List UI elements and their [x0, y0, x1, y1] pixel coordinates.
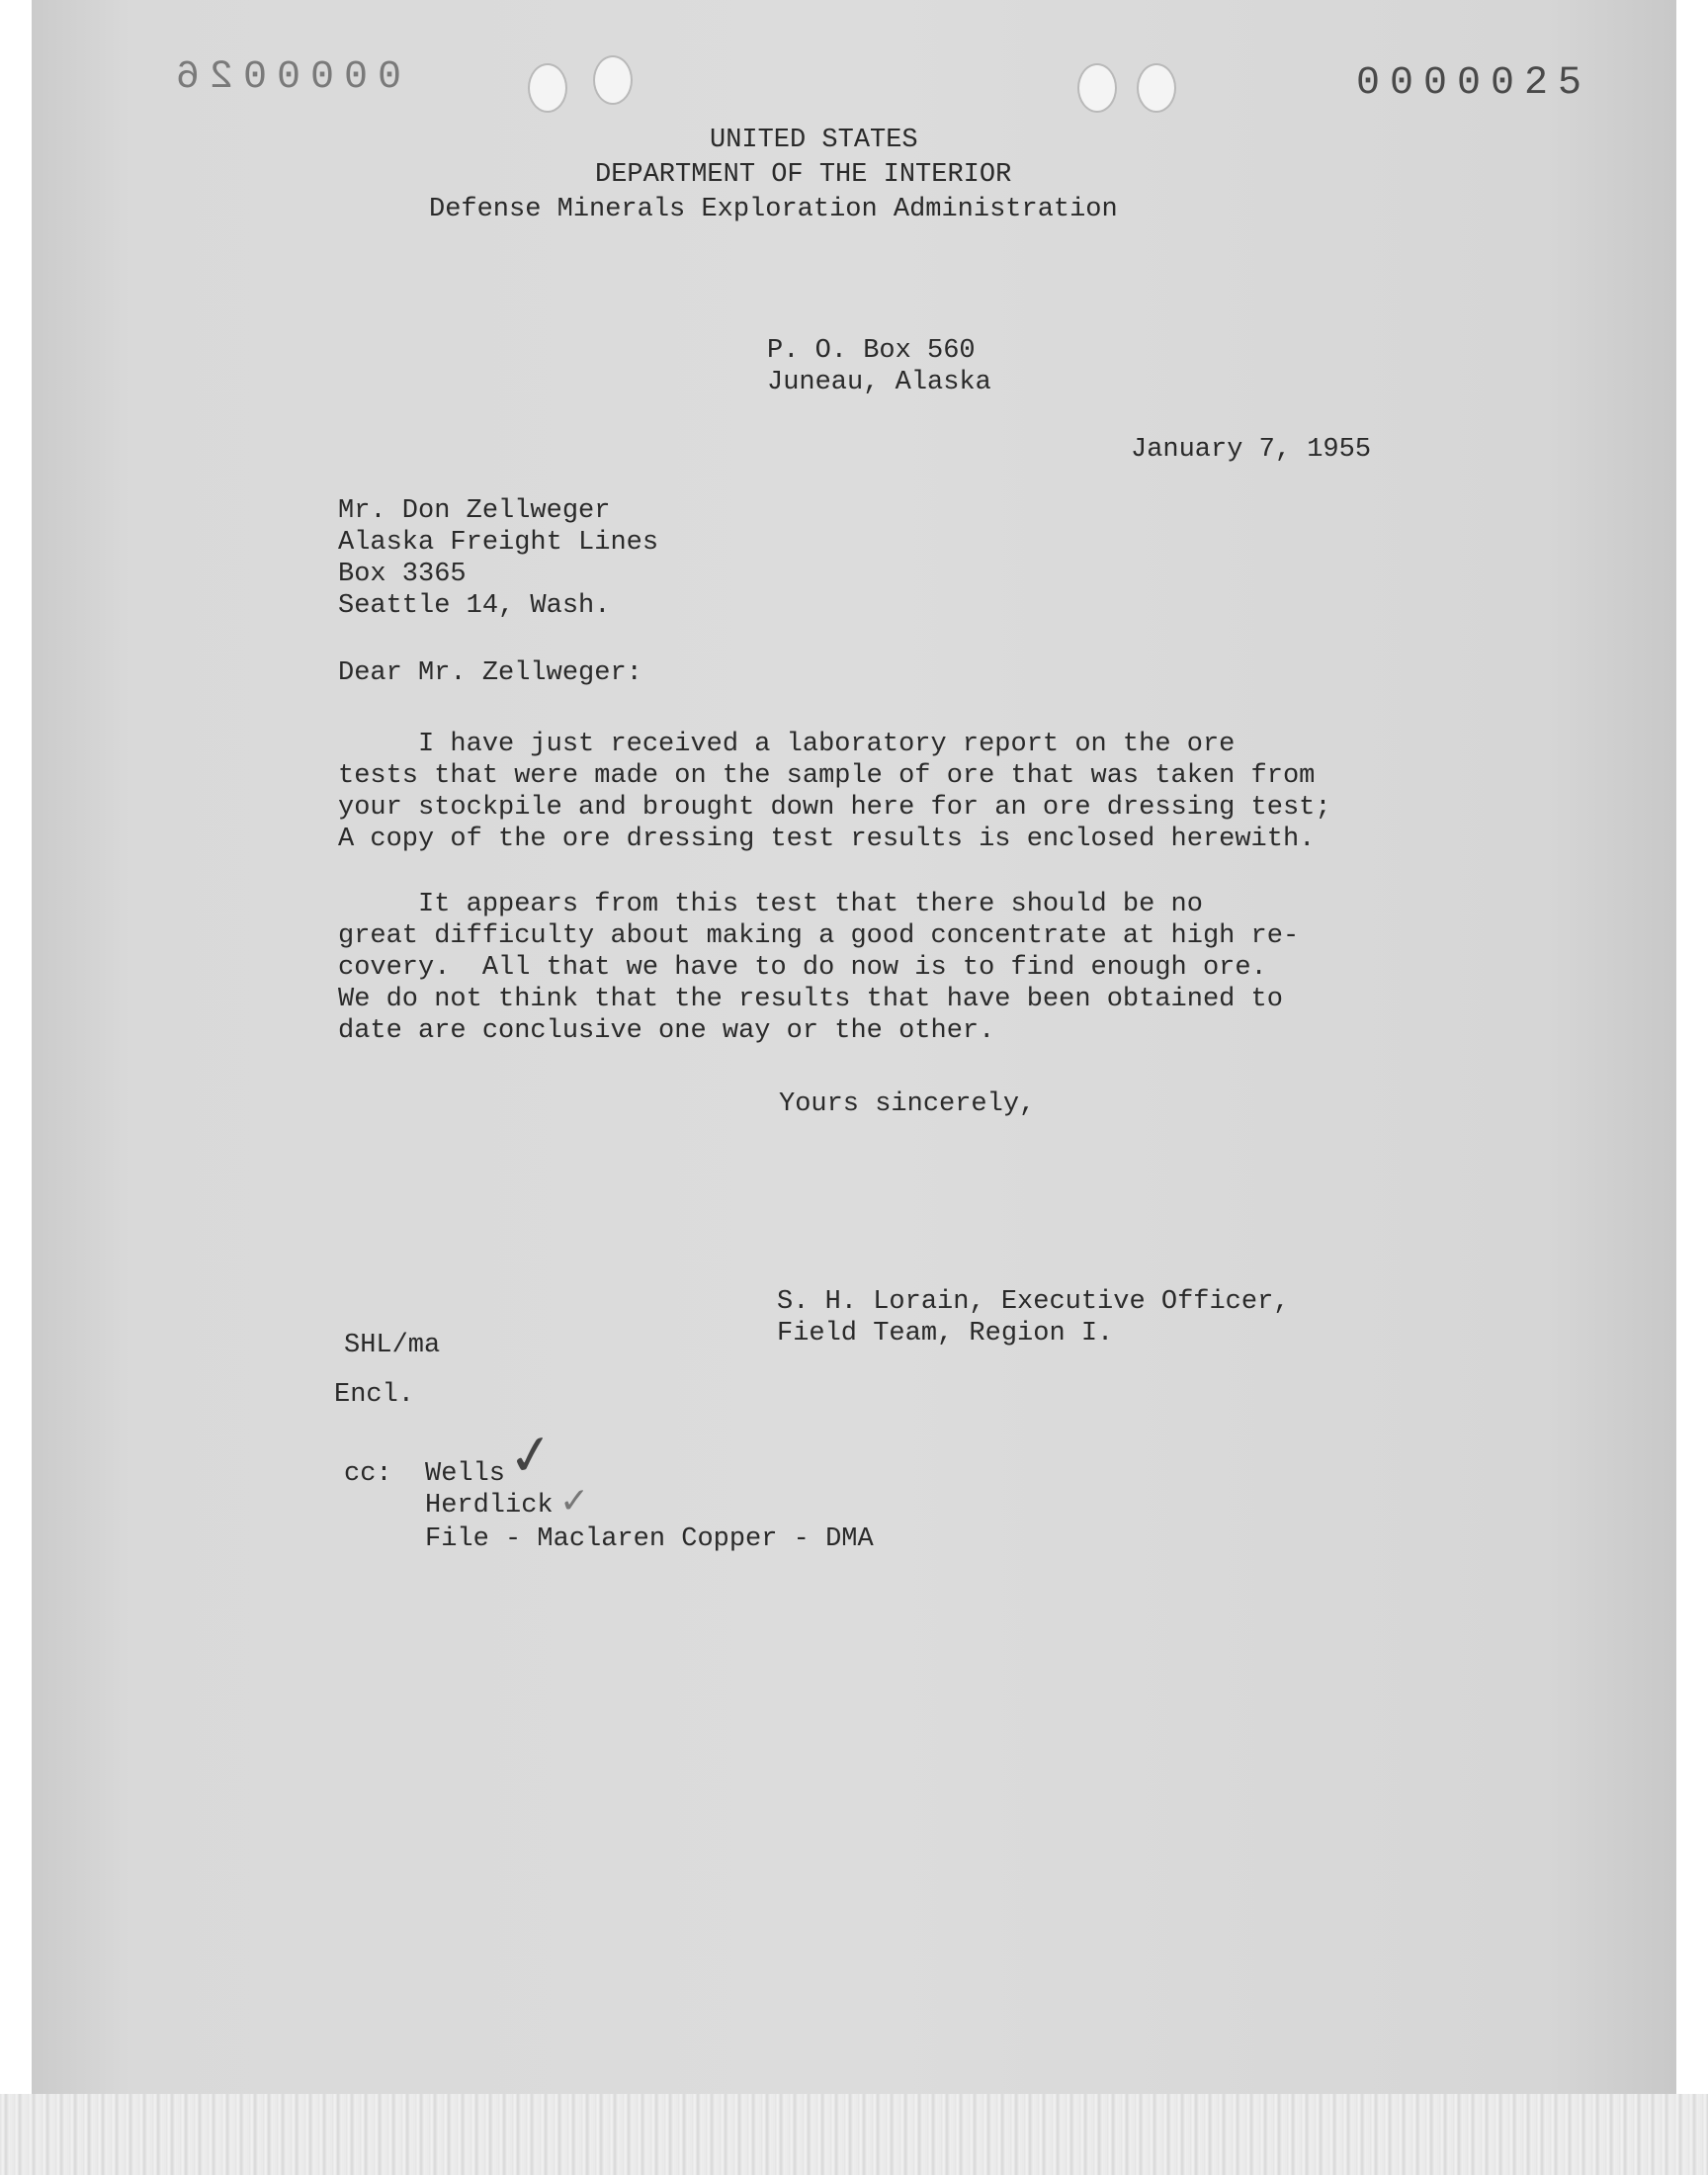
body-paragraph-2-line-3: covery. All that we have to do now is to find enough ore.	[338, 953, 1267, 983]
punch-hole-left-1	[528, 63, 567, 113]
signature-line-2: Field Team, Region I.	[777, 1319, 1114, 1348]
check-mark-icon: ✓	[503, 1421, 559, 1491]
body-paragraph-2-line-4: We do not think that the results that have been obtained to	[338, 985, 1283, 1014]
body-paragraph-2-line-1: It appears from this test that there should be no	[338, 890, 1203, 919]
recipient-box: Box 3365	[338, 560, 467, 589]
cc-recipient-3: File - Maclaren Copper - DMA	[425, 1524, 874, 1554]
check-mark-icon: ✓	[559, 1481, 590, 1522]
punch-hole-left-2	[593, 55, 633, 105]
body-paragraph-2-line-5: date are conclusive one way or the other.	[338, 1016, 995, 1046]
body-paragraph-1-line-1: I have just received a laboratory report on the ore	[338, 730, 1236, 759]
recipient-name: Mr. Don Zellweger	[338, 496, 611, 526]
cc-recipient-2: Herdlick	[425, 1491, 554, 1521]
letterhead-line-3: Defense Minerals Exploration Administration	[429, 195, 1118, 224]
closing: Yours sincerely,	[779, 1089, 1036, 1119]
recipient-company: Alaska Freight Lines	[338, 528, 659, 558]
body-paragraph-1-line-3: your stockpile and brought down here for an ore dressing test;	[338, 793, 1331, 823]
letter-date: January 7, 1955	[1131, 435, 1372, 465]
body-paragraph-1-line-4: A copy of the ore dressing test results is enclosed herewith.	[338, 825, 1316, 854]
scan-edge-band	[0, 2094, 1708, 2175]
sender-address-line-2: Juneau, Alaska	[767, 368, 991, 397]
salutation: Dear Mr. Zellweger:	[338, 658, 642, 688]
page-stamp-bleedthrough: 0000026	[166, 55, 402, 100]
letterhead-line-1: UNITED STATES	[710, 126, 918, 155]
cc-recipient-1: Wells	[425, 1459, 506, 1489]
reference-initials: SHL/ma	[344, 1331, 441, 1360]
letterhead-line-2: DEPARTMENT OF THE INTERIOR	[595, 160, 1012, 190]
enclosure-note: Encl.	[334, 1380, 415, 1410]
punch-hole-right-1	[1077, 63, 1117, 113]
signature-line-1: S. H. Lorain, Executive Officer,	[777, 1287, 1290, 1317]
sender-address-line-1: P. O. Box 560	[767, 336, 976, 366]
recipient-city: Seattle 14, Wash.	[338, 591, 611, 621]
body-paragraph-2-line-2: great difficulty about making a good concentrate at high re-	[338, 921, 1300, 951]
page-stamp-number: 0000025	[1356, 61, 1592, 106]
cc-label: cc:	[344, 1459, 392, 1489]
body-paragraph-1-line-2: tests that were made on the sample of ore that was taken from	[338, 761, 1316, 791]
punch-hole-right-2	[1137, 63, 1176, 113]
